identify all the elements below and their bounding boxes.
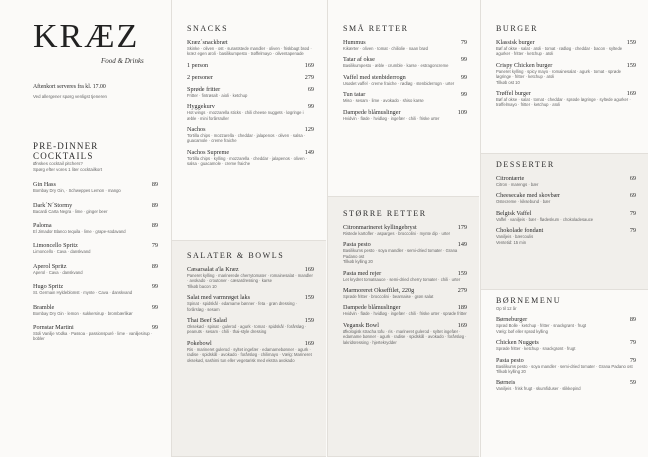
menu-item-price: 109 — [457, 108, 467, 116]
menu-item-desc: Hot wings · mozzarella sticks · chili cheese nuggets · løgringe i æble · mini forårsruller — [187, 110, 304, 121]
menu-item — [343, 91, 467, 103]
desserter-list — [496, 175, 636, 245]
menu-item-row — [33, 181, 158, 188]
section-burger — [481, 0, 648, 153]
menu-item — [187, 39, 314, 57]
section-boern — [481, 290, 648, 457]
menu-item-name: Belgisk Vaffel — [496, 209, 532, 217]
menu-item-row — [187, 294, 314, 301]
menu-item-price: 89 — [629, 316, 636, 324]
menu-item-price: 159 — [304, 294, 314, 302]
menu-item-price: 169 — [304, 61, 314, 69]
menu-item-row — [496, 210, 636, 217]
menu-item-desc: Bombay Dry Gin, · Schweppes Lemon · mango — [33, 188, 121, 194]
menu-item-desc: Oksekød · spinat · gulerod · agurk · tomat · spidskål · forårsløg · peanuts · sesam · chili · thai-style dressing — [187, 324, 307, 335]
menu-item-name: Thai Beef Salad — [187, 317, 227, 325]
menu-item-name: Dampede blåmuslinger — [343, 304, 401, 312]
menu-item — [343, 322, 467, 345]
menu-item-desc: Aperol · Cava · danskvand — [33, 269, 83, 275]
menu-item-price: 159 — [304, 317, 314, 325]
menu-item-desc: Vaffel · vaniljeis · bær · flødeskum · chokoladesauce — [496, 216, 594, 222]
menu-item-desc: Usødet vaffel · creme fraiche · rødløg · stenbiderrogn · urter — [343, 80, 455, 86]
menu-item-desc: Ostecreme · kiksebund · bær — [496, 199, 551, 205]
menu-item-row — [343, 91, 467, 98]
section-title-desserter: DESSERTER — [496, 160, 555, 169]
menu-item-price: 59 — [629, 379, 636, 387]
menu-item-name: Børneburger — [496, 316, 528, 324]
menu-item — [343, 287, 467, 299]
menu-item-price: 99 — [460, 56, 467, 64]
menu-item — [343, 270, 467, 282]
menu-item-name: Dampede blåmuslinger — [343, 108, 401, 116]
menu-item-desc: Sprøde fritter · broccolini · bearnaise · grøn salat — [343, 294, 434, 300]
menu-item-row — [187, 74, 314, 81]
menu-item-row — [496, 192, 636, 199]
menu-item-desc: Økologisk stracha tofu · ris · marineret gulerod · syltet ingefær · edamame bønner · agurk · radise · spidskål · avokado · forårsløg · lakridsressing · hjertekrydder — [343, 328, 467, 345]
menu-item — [343, 109, 467, 121]
menu-item — [33, 304, 158, 316]
menu-item-price: 69 — [629, 175, 636, 182]
menu-item-desc: Miso · sesam · lime · avokado · shiso karse — [343, 98, 424, 104]
predinner-desc: Ønskes cocktail pitchers? Spørg efter vores 1 liter cocktailkort — [33, 161, 103, 172]
predinner-list — [33, 181, 158, 342]
allergy-note: Ved allergener spørg venligst tjeneren — [33, 94, 107, 99]
menu-item — [343, 74, 467, 86]
menu-item-price: 169 — [626, 90, 636, 98]
menu-item-row — [33, 202, 158, 209]
menu-item-desc: Vaniljeis · bærcoulis — [496, 234, 534, 240]
menu-item-row — [343, 39, 467, 46]
menu-item-row — [496, 90, 636, 97]
menu-item — [496, 379, 636, 391]
menu-item-note: Tilkøb ost 10 — [496, 79, 520, 85]
menu-item-name: Pornstar Martini — [33, 324, 74, 332]
menu-item-desc: Let krydret tomatsauce · semi-dried cherry tomater · chili · urter — [343, 276, 461, 282]
menu-item-name: Pasta pesto — [496, 356, 524, 364]
menu-item-name: Aperol Spritz — [33, 262, 67, 270]
menu-item-row — [187, 149, 314, 156]
menu-item-price: 99 — [460, 73, 467, 81]
brand-name: KRÆZ — [33, 18, 140, 55]
menu-item-desc: Bacardi Carta Negra · lime · ginger beer — [33, 208, 108, 214]
menu-item — [187, 86, 314, 98]
column-snacks-salads — [171, 0, 326, 457]
menu-item — [33, 202, 158, 214]
menu-item-name: 2 personer — [187, 73, 213, 81]
menu-item-price: 99 — [151, 283, 158, 291]
menu-item — [343, 56, 467, 68]
menu-item-name: Citronmarineret kyllingebryst — [343, 224, 417, 231]
menu-item-note: Tilkøb kylling 20 — [343, 259, 373, 265]
menu-item-name: Nachos — [187, 126, 206, 134]
menu-item-row — [187, 126, 314, 133]
section-title-snacks: SNACKS — [187, 24, 229, 33]
menu-item-price: 279 — [457, 287, 467, 295]
menu-item-row — [33, 242, 158, 249]
menu-item-row — [33, 222, 158, 229]
menu-item-row — [33, 263, 158, 270]
menu-item-name: Hyggekurv — [187, 103, 215, 111]
menu-item — [496, 192, 636, 204]
menu-item — [496, 175, 636, 187]
menu-item-price: 79 — [629, 356, 636, 364]
menu-item-name: Cæsarsalat a'la Kræz — [187, 266, 239, 273]
column-smaa-stoerre — [327, 0, 479, 457]
menu-item-row — [343, 74, 467, 81]
menu-item-price: 169 — [457, 321, 467, 329]
menu-item-price: 69 — [629, 192, 636, 200]
menu-item — [187, 266, 314, 289]
salater-list — [187, 266, 314, 363]
section-title-salater: SALATER & BOWLS — [187, 251, 285, 260]
menu-item-row — [496, 39, 636, 46]
menu-item-row — [496, 62, 636, 69]
menu-item-price: 79 — [460, 39, 467, 46]
menu-item-desc: Stoli Vanilje Vodka · Passoa · passionspuré · lime · vaniljesirup · bobler — [33, 331, 153, 342]
boern-list — [496, 316, 636, 391]
menu-item — [33, 181, 158, 193]
brand-tagline: Food & Drinks — [101, 57, 144, 65]
section-title-burger: BURGER — [496, 24, 539, 33]
menu-item-desc: Tortilla chips · mozzarella · cheddar · jalapenos · oliven · salsa · guacamole · creme fraiche — [187, 133, 306, 144]
section-snacks — [172, 0, 326, 240]
menu-item-name: Marmoreret Okseffilet, 220g — [343, 287, 415, 295]
menu-item-price: 99 — [307, 103, 314, 111]
snacks-list — [187, 39, 314, 167]
menu-item-name: Hummus — [343, 39, 366, 46]
menu-item-row — [187, 39, 314, 46]
menu-item-name: Paloma — [33, 222, 52, 229]
menu-item-price: 99 — [151, 303, 158, 311]
menu-item-price: 169 — [304, 266, 314, 273]
menu-item — [496, 357, 636, 375]
menu-item-row — [343, 287, 467, 294]
menu-item-desc: Limoncello · Cava · danskvand — [33, 249, 91, 255]
menu-item — [187, 340, 314, 363]
menu-item — [187, 126, 314, 144]
menu-item-price: 99 — [151, 324, 158, 332]
column-burger-dessert-kids — [480, 0, 648, 457]
menu-item-price: 89 — [151, 181, 158, 189]
menu-item-price: 79 — [629, 339, 636, 347]
boern-subtitle: Op til 12 år — [496, 306, 517, 311]
menu-item-name: Tatar af okse — [343, 56, 375, 64]
menu-item-note: Ventetid: 15 min — [496, 239, 527, 245]
menu-item-desc: Spinat · spidskål · edamame bønner · feta · grøn dressing · forårsløg · sesam — [187, 301, 298, 312]
menu-item — [33, 242, 158, 254]
menu-item-price: 99 — [460, 91, 467, 99]
menu-item-name: Sprøde fritter — [187, 85, 221, 93]
menu-item — [343, 304, 467, 316]
menu-item-row — [33, 304, 158, 311]
menu-item-price: 129 — [304, 126, 314, 134]
menu-item-price: 79 — [629, 227, 636, 235]
menu-item-row — [496, 339, 636, 346]
menu-item-name: Vaffel med stenbiderrogn — [343, 73, 406, 81]
menu-item-price: 159 — [626, 61, 636, 69]
menu-item — [496, 227, 636, 245]
menu-item-price: 159 — [626, 39, 636, 46]
menu-item-name: Citrontærte — [496, 175, 525, 182]
menu-item-desc: Bøf af okse · salat · tomat · cheddar · sprøde løgringe · syltede agurker · trøffelmayo · fritter · ketchup · aïoli — [496, 97, 631, 108]
menu-item-price: 149 — [457, 241, 467, 249]
menu-item-desc: Citron · marengs · bær — [496, 182, 539, 187]
menu-item — [496, 90, 636, 108]
menu-item-name: Kræz´snackbræt — [187, 39, 228, 46]
menu-item-row — [343, 322, 467, 329]
menu-item-note: Vælg: bøf eller sprød kylling — [496, 328, 548, 334]
menu-item-price: 79 — [629, 209, 636, 217]
menu-item-name: Crispy Chicken burger — [496, 61, 553, 69]
menu-item-row — [187, 86, 314, 93]
menu-item-name: Pokebowl — [187, 339, 212, 347]
menu-item — [187, 74, 314, 81]
section-title-smaa: SMÅ RETTER — [343, 24, 409, 33]
menu-item-price: 69 — [307, 85, 314, 93]
smaa-list — [343, 39, 467, 121]
menu-item-desc: El Jimador Blanco tequila · lime · grape-sodavand — [33, 229, 126, 234]
section-desserter — [481, 153, 648, 290]
menu-item — [187, 62, 314, 69]
section-salater — [172, 240, 326, 457]
menu-item-price: 189 — [457, 304, 467, 312]
menu-item — [187, 103, 314, 121]
menu-item-price: 89 — [151, 201, 158, 209]
menu-item-desc: Basilikums pesto · soya mandler · semi-dried tomater · Grana Padano ost — [496, 363, 633, 369]
menu-item-name: Nachos Supreme — [187, 148, 230, 156]
menu-item — [496, 210, 636, 222]
menu-item-desc: Sprød Bolle · ketchup · fritter · snackgrønt · frugt — [496, 323, 587, 329]
menu-item-row — [343, 56, 467, 63]
brand-logo — [33, 20, 153, 82]
section-stoerre — [328, 196, 479, 457]
menu-item-row — [496, 227, 636, 234]
column-intro — [0, 0, 170, 457]
menu-item — [343, 224, 467, 236]
menu-item-desc: Paneret kylling · marinerede cherrytomater · romainesalat · mandler · avokado · croutoner · cæsardressing · karse — [187, 273, 313, 284]
menu-item-desc: Hvidvin · fløde · hvidløg · ingefær · chili · friske urter · sprøde fritter — [343, 311, 467, 317]
menu-item — [496, 339, 636, 351]
menu-item — [187, 317, 314, 335]
menu-item-desc: Ris · marineret gulerod · syltet ingefær · edamamebønner · agurk · radise · spidskål · avokado · forårsløg · chilimayo · Vælg: Marineret oksekød, sashimi tun eller vegetarisk med ekstra avokado — [187, 346, 312, 363]
menu-item — [33, 283, 158, 295]
menu-item-desc: Vaniljeis · frisk frugt · skumfiduser · slikkepind — [496, 386, 581, 392]
menu-item-price: 149 — [304, 148, 314, 156]
menu-item — [343, 241, 467, 264]
menu-item-row — [33, 283, 158, 290]
menu-item-price: 89 — [151, 222, 158, 229]
menu-item-name: Trøffel burger — [496, 90, 531, 98]
menu-item-name: Tun tatar — [343, 91, 366, 99]
menu-item-row — [343, 270, 467, 277]
menu-item-desc: Bombay Dry Gin · lemon · sukkersirup · brombærlikør — [33, 310, 133, 316]
menu-item-price: 159 — [457, 269, 467, 277]
menu-item-name: Salat med varmrøget laks — [187, 294, 251, 302]
menu-item — [187, 149, 314, 167]
menu-item — [496, 39, 636, 57]
menu-item-desc: Kikærter · oliven · tomat · chiliolie · naan brød — [343, 46, 428, 51]
menu-item — [33, 324, 158, 342]
menu-item-row — [187, 266, 314, 273]
menu-item-name: Hugo Spritz — [33, 283, 64, 291]
menu-item-desc: Ristede kartofler · asparges · broccolini · mynte dip · urter — [343, 231, 451, 236]
menu-item-row — [33, 324, 158, 331]
menu-item — [187, 294, 314, 312]
menu-item — [33, 222, 158, 234]
menu-item — [496, 316, 636, 334]
menu-item-name: Chokolade fondant — [496, 227, 544, 235]
menu-item-name: Cheesecake med skovbær — [496, 192, 560, 200]
burger-list — [496, 39, 636, 108]
menu-item — [343, 39, 467, 51]
menu-item-price: 279 — [304, 73, 314, 81]
menu-item-row — [496, 175, 636, 182]
section-title-stoerre: STØRRE RETTER — [343, 209, 427, 218]
menu-item-desc: Fritter · fintrøsalt · aioli · ketchup — [187, 92, 248, 98]
menu-item-row — [496, 357, 636, 364]
menu-item-price: 179 — [457, 224, 467, 231]
menu-item-note: Tilkøb bacon 10 — [187, 283, 217, 289]
menu-item-desc: Basilikums pesto · soya mandler · semi-dried tomater · Grana Padano ost — [343, 248, 458, 259]
menu-item-name: Vegansk Bowl — [343, 321, 379, 329]
menu-item-row — [187, 103, 314, 110]
serving-hours: Aftenkort serveres fra kl. 17.00 — [33, 84, 106, 90]
menu-item-price: 89 — [151, 262, 158, 270]
menu-item-row — [496, 379, 636, 386]
menu-item-name: Chicken Nuggets — [496, 339, 539, 347]
menu-item-desc: St. Germain Hyldeblomst · mynte · Cava · danskvand — [33, 290, 133, 296]
menu-item-name: Pasta pesto — [343, 241, 371, 249]
menu-item-name: Klassisk burger — [496, 39, 535, 46]
section-title-predinner: PRE-DINNER COCKTAILS — [33, 141, 99, 161]
menu-item-row — [187, 317, 314, 324]
menu-item-row — [187, 62, 314, 69]
stoerre-list — [343, 224, 467, 345]
menu-item-price: 169 — [304, 339, 314, 347]
menu-item-desc: Hvidvin · fløde · hvidløg · ingefær · chili · friske urter — [343, 115, 440, 121]
menu-item-row — [343, 109, 467, 116]
menu-item-row — [496, 316, 636, 323]
menu-item-desc: Bøf af okse · salat · aïoli · tomat · rødløg · cheddar · bacon · syltede agurker · fritter · ketchup · aïoli — [496, 46, 623, 57]
section-title-boern: BØRNEMENU — [496, 296, 562, 305]
menu-item-name: 1 person — [187, 61, 209, 69]
menu-item — [33, 263, 158, 275]
menu-item-desc: Skinke · oliven · ost · suraststede mandler · oliven · friskbagt brød · kræz egen aïoli · basilikumpesto · trøffelmayo · oliventapenade — [187, 46, 312, 57]
menu-item-desc: Sprøde fritter · ketchup · snackgrønt · frugt — [496, 346, 576, 352]
menu-item-desc: Paneret kylling · spicy mayo · romainesalat · agurk · tomat · sprøde løgringe · fritter · ketchup · aïoli — [496, 68, 621, 80]
menu-item-row — [187, 340, 314, 347]
menu-item-desc: Basilikumpesto · æble · crumble · karse · estragoncreme — [343, 63, 449, 69]
menu-item-desc: Tortilla chips · kylling · mozzarella · cheddar · jalapenos · oliven · salsa · guacamole · creme fraiche — [187, 155, 308, 167]
menu-item-note: Tilkøb kylling 20 — [496, 369, 526, 375]
menu-item-row — [343, 304, 467, 311]
menu-item-name: Limoncello Spritz — [33, 242, 78, 250]
menu-item-name: Pasta med rejer — [343, 269, 382, 277]
menu-item-name: Gin Hass — [33, 181, 56, 189]
menu-item-price: 79 — [151, 242, 158, 250]
menu-item-name: Børneis — [496, 379, 516, 387]
menu-item-row — [343, 241, 467, 248]
menu-item-row — [343, 224, 467, 231]
menu-item — [496, 62, 636, 85]
menu-item-name: Bramble — [33, 303, 55, 311]
section-smaa — [328, 0, 479, 196]
menu-item-name: Dark´N´Stormy — [33, 201, 73, 209]
